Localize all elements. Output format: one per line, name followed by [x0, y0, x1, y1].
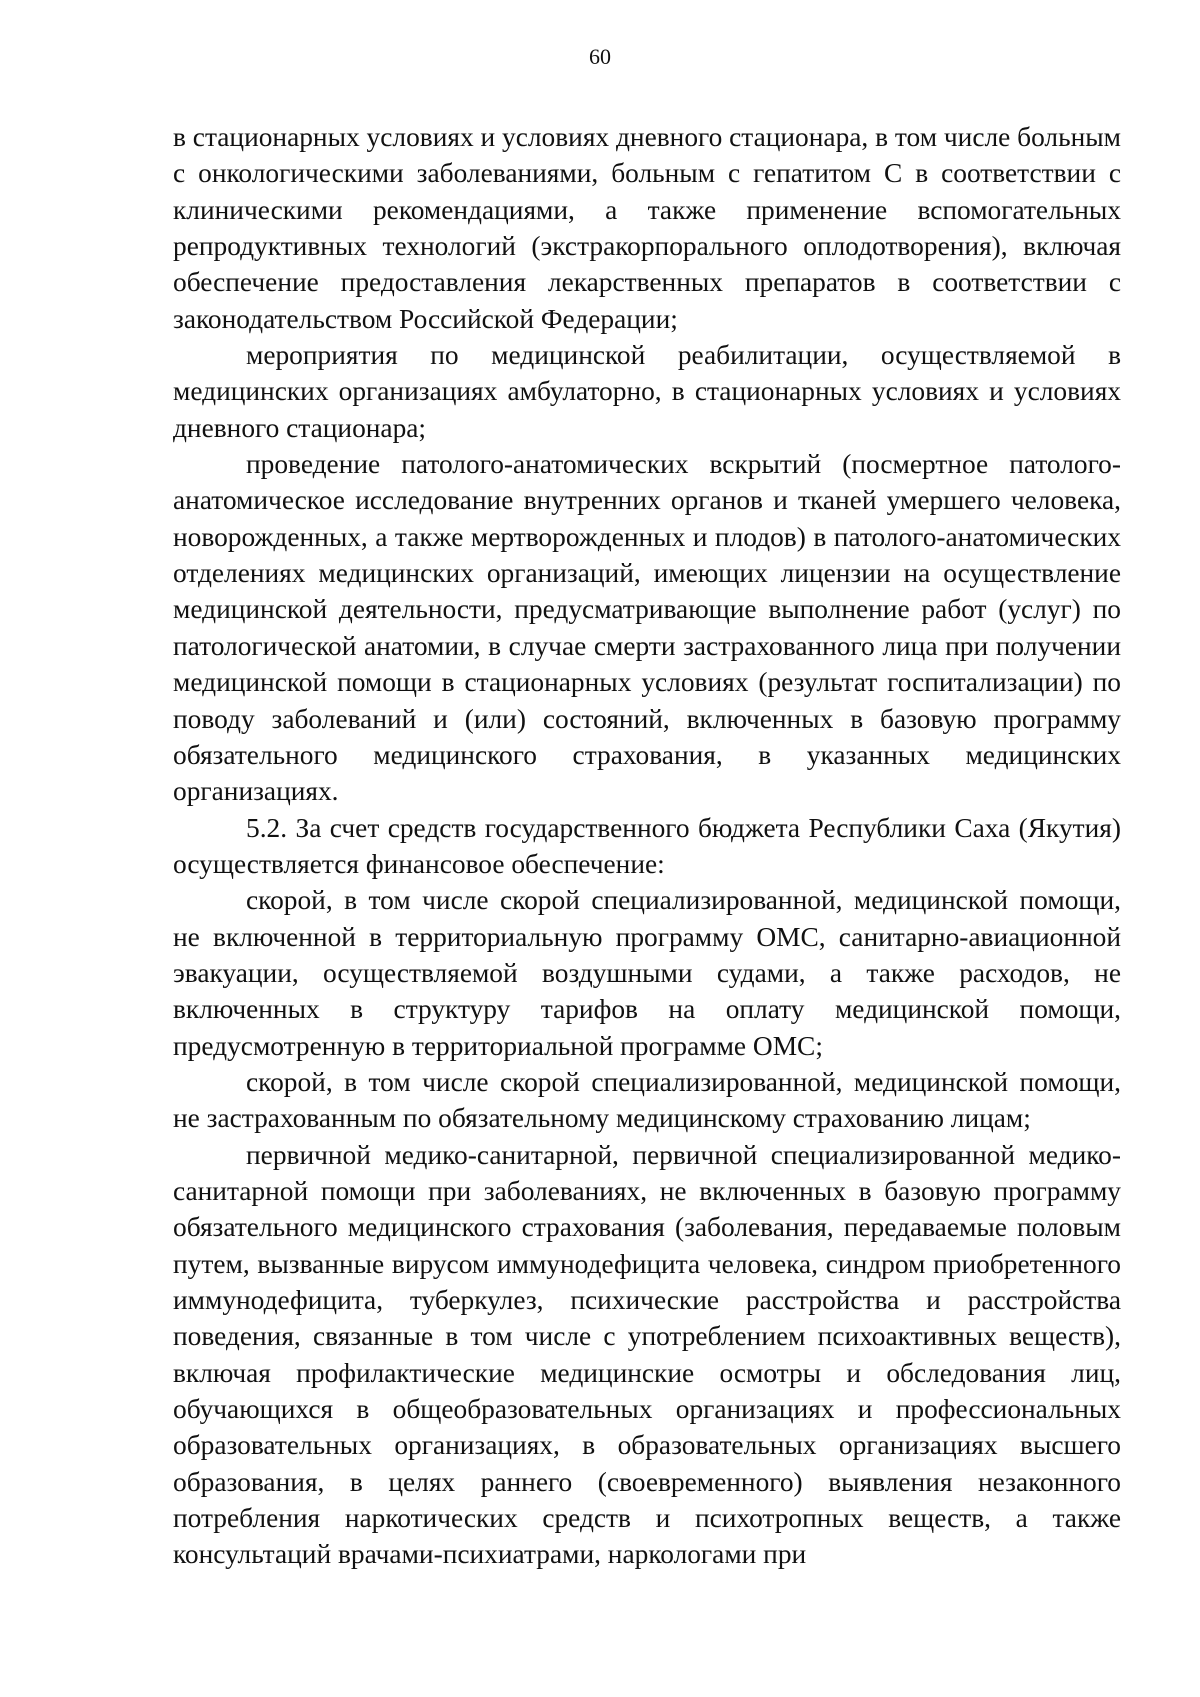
paragraph-emergency-care-not-in-oms: скорой, в том числе скорой специализированной, медицинской помощи, не включенной в территориальную программу ОМС, санитарно-авиационной эвакуации, осуществляемой воздушными судами, а также расходов, не включенных в структуру тарифов на оплату медицинской помощи, предусмотренную в территориальной программе ОМС;	[173, 885, 1121, 1061]
paragraph-emergency-care-uninsured: скорой, в том числе скорой специализированной, медицинской помощи, не застрахованным по обязательному медицинскому страхованию лицам;	[173, 1066, 1121, 1134]
paragraph-section-5-2: 5.2. За счет средств государственного бюджета Республики Саха (Якутия) осуществляется финансовое обеспечение:	[173, 812, 1121, 879]
page-number: 60	[589, 44, 611, 69]
paragraph-autopsies: проведение патолого-анатомических вскрытий (посмертное патолого-анатомическое исследование внутренних органов и тканей умершего человека, новорожденных, а также мертворожденных и плодов) в патолого-анатомических отделениях медицинских организаций, имеющих лицензии на осуществление медицинской деятельности, предусматривающие выполнение работ (услуг) по патологической анатомии, в случае смерти застрахованного лица при получении медицинской помощи в стационарных условиях (результат госпитализации) по поводу заболеваний и (или) состояний, включенных в базовую программу обязательного медицинского страхования, в указанных медицинских организациях.	[173, 449, 1121, 807]
paragraph-inpatient-care-continuation: в стационарных условиях и условиях дневного стационара, в том числе больным с онкологическими заболеваниями, больным с гепатитом С в соответствии с клиническими рекомендациями, а также применение вспомогательных репродуктивных технологий (экстракорпорального оплодотворения), включая обеспечение предоставления лекарственных препаратов в соответствии с законодательством Российской Федерации;	[173, 122, 1121, 334]
paragraph-medical-rehabilitation: мероприятия по медицинской реабилитации, осуществляемой в медицинских организациях амбулаторно, в стационарных условиях и условиях дневного стационара;	[173, 340, 1121, 443]
document-body	[173, 119, 1121, 1573]
paragraph-primary-care-not-in-base-program: первичной медико-санитарной, первичной специализированной медико-санитарной помощи при заболеваниях, не включенных в базовую программу обязательного медицинского страхования (заболевания, передаваемые половым путем, вызванные вирусом иммунодефицита человека, синдром приобретенного иммунодефицита, туберкулез, психические расстройства и расстройства поведения, связанные в том числе с употреблением психоактивных веществ), включая профилактические медицинские осмотры и обследования лиц, обучающихся в общеобразовательных организациях и профессиональных образовательных организациях, в образовательных организациях высшего образования, в целях раннего (своевременного) выявления незаконного потребления наркотических средств и психотропных веществ, а также консультаций врачами-психиатрами, наркологами при	[173, 1139, 1121, 1570]
